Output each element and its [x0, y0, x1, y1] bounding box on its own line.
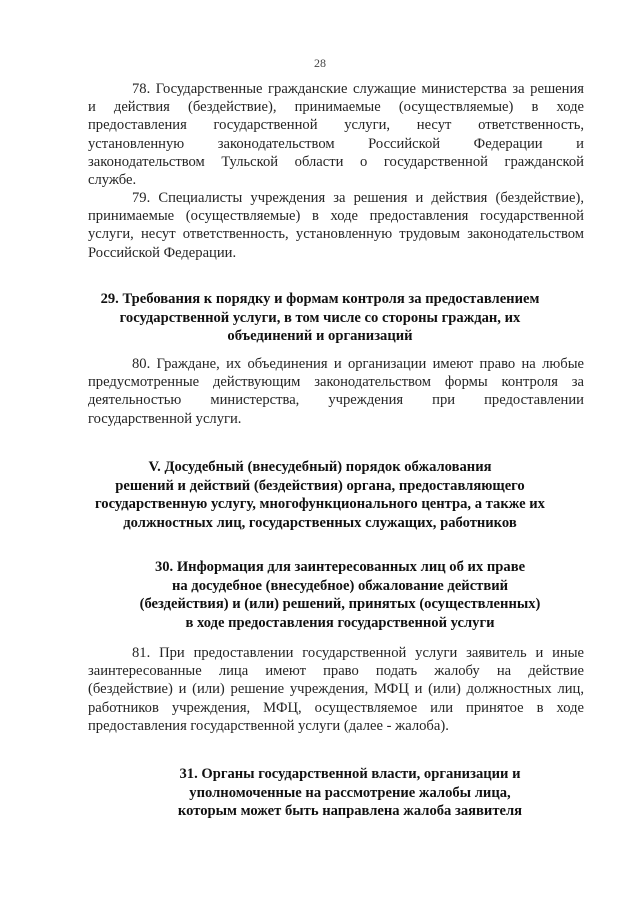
paragraph-line: деятельностью министерства, учреждения при предоставлении [88, 392, 584, 409]
heading-line: государственной услуги, в том числе со стороны граждан, их [119, 309, 521, 326]
paragraph-line: установленную законодательством Российской Федерации и [88, 135, 584, 152]
heading-line: 31. Органы государственной власти, организации и [179, 766, 521, 782]
heading-line: (бездействия) и (или) решений, принятых (осуществленных) [139, 596, 541, 613]
heading-line: государственную услугу, многофункционального центра, а также их [95, 496, 545, 513]
paragraph-line: государственной услуги. [88, 410, 242, 427]
paragraph-78 [88, 80, 584, 189]
heading-line: уполномоченные на рассмотрение жалобы лица, [189, 784, 511, 801]
section-heading-31 [70, 765, 630, 821]
paragraph-line: 80. Граждане, их объединения и организации имеют право на любые [132, 356, 584, 372]
heading-line: 30. Информация для заинтересованных лиц об их праве [154, 559, 526, 575]
paragraph-80 [88, 355, 584, 428]
heading-line: 29. Требования к порядку и формам контроля за предоставлением [100, 291, 540, 307]
paragraph-line: службе. [88, 172, 137, 189]
paragraph-line: (бездействие) и (или) решение учреждения, МФЦ и (или) должностных лиц, [88, 681, 584, 698]
heading-line: решений и действий (бездействия) органа, предоставляющего [115, 477, 525, 494]
heading-line: которым может быть направлена жалоба заявителя [177, 803, 523, 820]
section-heading-29 [40, 290, 600, 346]
paragraph-line: заинтересованные лица имеют право подать жалобу на действие [88, 663, 584, 680]
heading-line: должностных лиц, государственных служащих, работников [123, 514, 517, 531]
paragraph-line: 78. Государственные гражданские служащие министерства за решения [132, 81, 584, 97]
paragraph-line: работников учреждения, МФЦ, осуществляемое или принятое в ходе [88, 699, 584, 716]
paragraph-line: предоставления государственной услуги (далее - жалоба). [88, 717, 449, 734]
heading-line: объединений и организаций [227, 328, 413, 345]
paragraph-line: и действия (бездействие), принимаемые (осуществляемые) в ходе [88, 99, 584, 116]
paragraph-81 [88, 644, 584, 735]
paragraph-79 [88, 189, 584, 262]
heading-line: в ходе предоставления государственной услуги [185, 614, 495, 631]
section-v-heading [40, 458, 600, 532]
paragraph-line: услуги, несут ответственность, установленную трудовым законодательством [88, 226, 584, 243]
paragraph-line: Российской Федерации. [88, 244, 237, 261]
paragraph-line: 79. Специалисты учреждения за решения и действия (бездействие), [132, 190, 584, 206]
heading-line: V. Досудебный (внесудебный) порядок обжалования [148, 459, 492, 475]
paragraph-line: 81. При предоставлении государственной услуги заявитель и иные [132, 645, 584, 661]
paragraph-line: предусмотренные действующим законодательством формы контроля за [88, 374, 584, 391]
heading-line: на досудебное (внесудебное) обжалование действий [171, 577, 509, 594]
paragraph-line: предоставления государственной услуги, несут ответственность, [88, 117, 584, 134]
page-number: 28 [314, 56, 326, 70]
paragraph-line: принимаемые (осуществляемые) в ходе предоставления государственной [88, 208, 584, 225]
section-heading-30 [60, 558, 620, 632]
paragraph-line: законодательством Тульской области о государственной гражданской [88, 153, 584, 170]
